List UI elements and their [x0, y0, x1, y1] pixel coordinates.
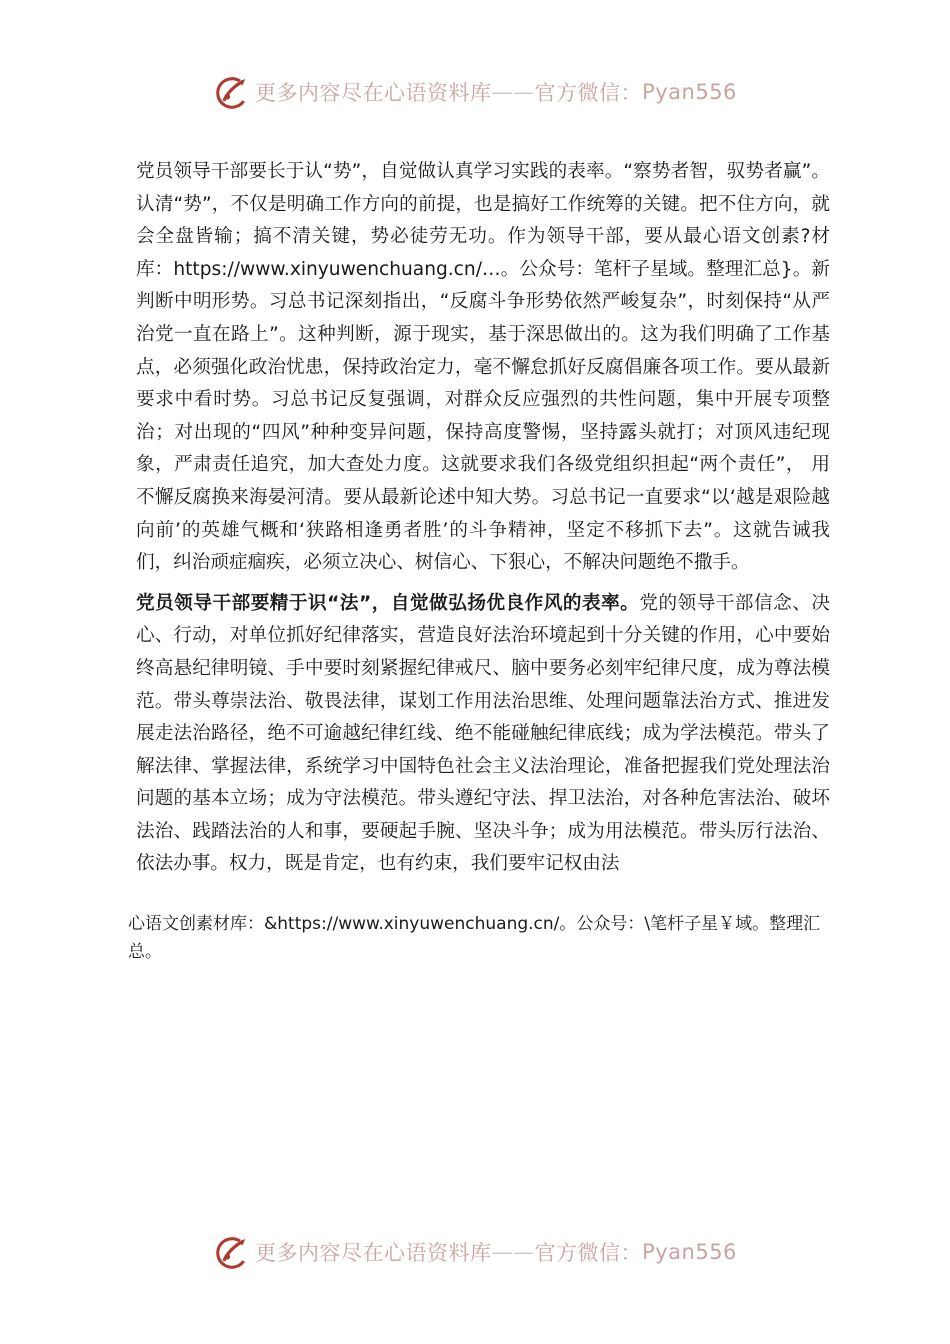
- watermark-separator: ——: [491, 1240, 535, 1264]
- logo-icon: [213, 73, 251, 111]
- logo-icon: [213, 1233, 251, 1271]
- paragraph-1: 党员领导干部要长于认“势”，自觉做认真学习实践的表率。“察势者智，驭势者赢”。认清“势”，不仅是明确工作方向的前提，也是搞好工作统筹的关键。把不住方向，就会全盘皆输；搞不清关键，势必徒劳无功。作为领导干部，要从最心语文创素?材库：https://www.xinyuwenchuang.cn/…。公众号：笔杆子星域。整理汇总}。新判断中明形势。习总书记深刻指出，“反腐斗争形势依然严峻复杂”，时刻保持“从严治党一直在路上”。这种判断，源于现实，基于深思做出的。这为我们明确了工作基点，必须强化政治忧患，保持政治定力，毫不懈怠抓好反腐倡廉各项工作。要从最新要求中看时势。习总书记反复强调，对群众反应强烈的共性问题，集中开展专项整治；对出现的“四风”种种变异问题，保持高度警惕，坚持露头就打；对顶风违纪现象，严肃责任追究，加大查处力度。这就要求我们各级党组织担起“两个责任”， 用不懈反腐换来海晏河清。要从最新论述中知大势。习总书记一直要求“以‘越是艰险越向前’的英雄气概和‘狭路相逢勇者胜’的斗争精神，坚定不移抓下去”。这就告诫我们，纠治顽症痼疾，必须立决心、树信心、下狠心，不解决问题绝不撒手。: [136, 161, 830, 574]
- paragraph-2-body: 党的领导干部信念、决心、行动，对单位抓好纪律落实，营造良好法治环境起到十分关键的作用，心中要始终高悬纪律明镜、手中要时刻紧握纪律戒尺、脑中要务必刻牢纪律尺度，成为尊法模范。带头尊崇法治、敬畏法律，谋划工作用法治思维、处理问题靠法治方式、推进发展走法治路径，绝不可逾越纪律红线、绝不能碰触纪律底线；成为学法模范。带头了解法律、掌握法律，系统学习中国特色社会主义法治理论，准备把握我们党处理法治问题的基本立场；成为守法模范。带头遵纪守法、捍卫法治，对各种危害法治、破坏法治、践踏法治的人和事，要硬起手腕、坚决斗争；成为用法模范。带头厉行法治、依法办事。权力，既是肯定，也有约束，我们要牢记权由法: [136, 592, 830, 875]
- watermark-text: 更多内容尽在心语资料库: [255, 81, 492, 105]
- source-note: 心语文创素材库：&https://www.xinyuwenchuang.cn/。公众号：\笔杆子星￥域。整理汇总。: [128, 914, 821, 962]
- watermark-text: 更多内容尽在心语资料库: [255, 1241, 492, 1265]
- paragraph-2-heading: 党员领导干部要精于识“法”，自觉做弘扬优良作风的表率。: [136, 592, 640, 614]
- watermark-label: 官方微信：: [534, 1241, 643, 1265]
- footer-watermark: [0, 1230, 950, 1274]
- paragraph-2: [136, 588, 830, 881]
- watermark-label: 官方微信：: [534, 81, 643, 105]
- header-watermark: [0, 70, 950, 114]
- article-body: [136, 156, 830, 881]
- watermark-wechat-id: Pyan556: [642, 1240, 737, 1264]
- watermark-separator: ——: [491, 80, 535, 104]
- watermark-wechat-id: Pyan556: [642, 80, 737, 104]
